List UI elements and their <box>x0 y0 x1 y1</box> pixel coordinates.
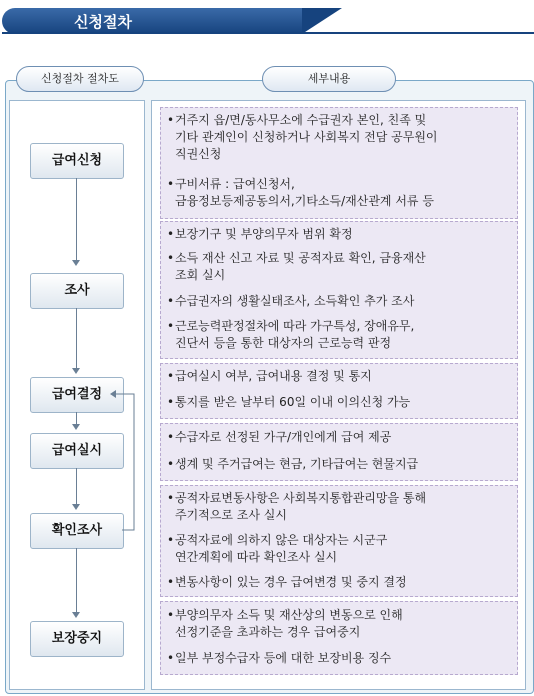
page-title-banner <box>2 2 534 38</box>
page-title: 신청절차 <box>74 13 132 31</box>
list-item: • 통지를 받은 날부터 60일 이내 이의신청 가능 <box>167 395 411 409</box>
title-underline <box>2 32 534 34</box>
list-item: • 생계 및 주거급여는 현금, 기타급여는 현물지급 <box>167 457 419 471</box>
detail-group-decision <box>160 363 518 419</box>
details-panel <box>151 100 526 690</box>
step-apply: 급여신청 <box>30 143 124 179</box>
list-item: • 공적자료변동사항은 사회복지통합관리망을 통해 주기적으로 조사 실시 <box>167 491 427 522</box>
step-verification: 확인조사 <box>30 513 124 549</box>
list-item: • 수급권자의 생활실태조사, 소득확인 추가 조사 <box>167 294 415 308</box>
title-bar <box>2 8 302 34</box>
list-item: • 공적자료에 의하지 않은 대상자는 시군구 연간계획에 따라 확인조사 실시 <box>167 533 388 564</box>
step-suspension: 보장중지 <box>30 621 124 657</box>
detail-group-suspension <box>160 601 518 675</box>
list-item: • 거주지 읍/면/동사무소에 수급권자 본인, 친족 및 기타 관계인이 신청하거나 사회복지 전담 공무원이 직권신청 <box>167 113 438 161</box>
list-item: • 부양의무자 소득 및 재산상의 변동으로 인해 선정기준을 초과하는 경우 급여중지 <box>167 608 403 639</box>
step-decision: 급여결정 <box>30 377 124 413</box>
list-item: • 근로능력판정절차에 따라 가구특성, 장애유무, 진단서 등을 통한 대상자의 근로능력 판정 <box>167 319 415 350</box>
list-item: • 구비서류 : 급여신청서, 금융정보등제공동의서,기타소득/재산관계 서류 등 <box>167 177 434 208</box>
list-item: • 보장기구 및 부양의무자 범위 확정 <box>167 227 353 241</box>
list-item: • 급여실시 여부, 급여내용 결정 및 통지 <box>167 369 372 383</box>
step-investigation: 조사 <box>30 273 124 309</box>
header-procedure-chart: 신청절차 절차도 <box>16 66 144 92</box>
detail-group-apply <box>160 107 518 219</box>
feedback-loop-arrow <box>10 101 144 689</box>
list-item: • 일부 부정수급자 등에 대한 보장비용 징수 <box>167 651 392 665</box>
list-item: • 변동사항이 있는 경우 급여변경 및 중지 결정 <box>167 575 407 589</box>
header-details: 세부내용 <box>262 66 396 92</box>
list-item: • 수급자로 선정된 가구/개인에게 급여 제공 <box>167 430 392 444</box>
flowchart-panel <box>9 100 145 690</box>
detail-group-investigation <box>160 221 518 359</box>
detail-group-payment <box>160 423 518 481</box>
detail-group-verification <box>160 485 518 597</box>
list-item: • 소득 재산 신고 자료 및 공적자료 확인, 금융재산 조회 실시 <box>167 251 426 282</box>
step-payment: 급여실시 <box>30 433 124 469</box>
